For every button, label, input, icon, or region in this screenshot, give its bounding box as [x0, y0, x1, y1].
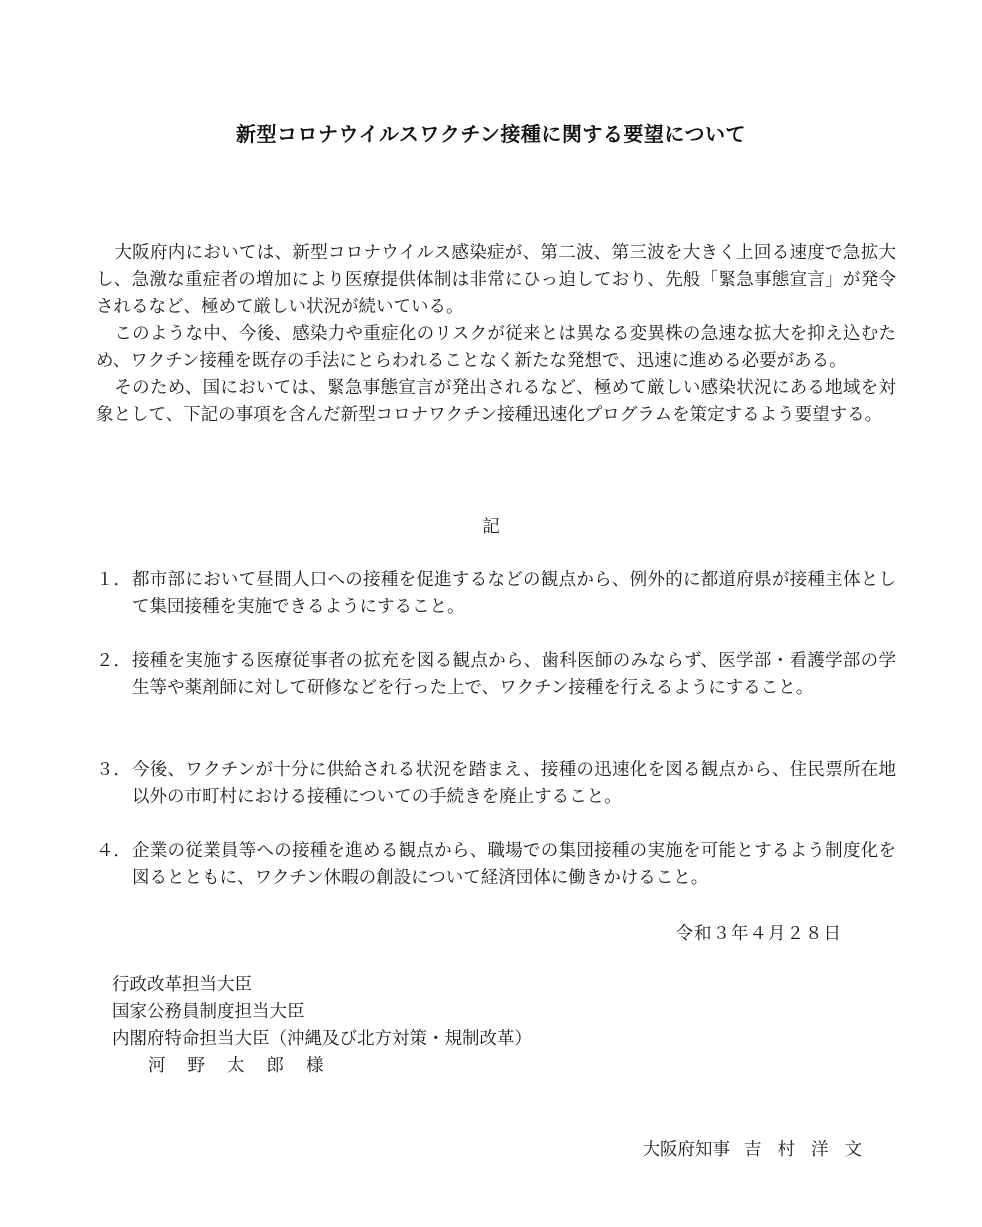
item-text: 都市部において昼間人口への接種を促進するなどの観点から、例外的に都道府県が接種主体として集団接種を実施できるようにすること。	[132, 570, 896, 617]
request-item-1	[96, 567, 896, 621]
recipient-name-line	[112, 1053, 712, 1080]
recipient-title-3: 内閣府特命担当大臣（沖縄及び北方対策・規制改革）	[112, 1029, 532, 1049]
body-paragraph-1: 大阪府内においては、新型コロナウイルス感染症が、第二波、第三波を大きく上回る速度で急拡大し、急激な重症者の増加により医療提供体制は非常にひっ迫しており、先般「緊急事態宣言」が発令されるなど、極めて厳しい状況が続いている。	[96, 243, 896, 317]
item-text: 接種を実施する医療従事者の拡充を図る観点から、歯科医師のみならず、医学部・看護学部の学生等や薬剤師に対して研修などを行った上で、ワクチン接種を行えるようにすること。	[132, 651, 896, 698]
recipient-title-1: 行政改革担当大臣	[112, 975, 252, 995]
sender-name: 吉村洋文	[744, 1140, 878, 1160]
body-paragraph-2: このような中、今後、感染力や重症化のリスクが従来とは異なる変異株の急速な拡大を抑え込むため、ワクチン接種を既存の手法にとらわれることなく新たな発想で、迅速に進める必要がある。	[96, 324, 896, 371]
ki-heading: 記	[482, 517, 500, 537]
sender-title: 大阪府知事	[642, 1140, 730, 1160]
request-item-2	[96, 648, 896, 702]
item-number: １．	[96, 570, 131, 590]
item-number: ２．	[96, 651, 131, 671]
body-paragraph-3: そのため、国においては、緊急事態宣言が発出されるなど、極めて厳しい感染状況にある地域を対象として、下記の事項を含んだ新型コロナワクチン接種迅速化プログラムを策定するよう要望する。	[96, 378, 896, 425]
item-number: ３．	[96, 760, 131, 780]
document-title: 新型コロナウイルスワクチン接種に関する要望について	[236, 122, 746, 146]
document-body	[96, 240, 896, 429]
item-number: ４．	[96, 841, 131, 861]
request-item-3	[96, 757, 896, 811]
recipient-honorific: 様	[306, 1056, 346, 1076]
item-text: 企業の従業員等への接種を進める観点から、職場での集団接種の実施を可能とするよう制度化を図るとともに、ワクチン休暇の創設について経済団体に働きかけること。	[132, 841, 896, 888]
sender-block	[0, 1136, 878, 1161]
recipient-block	[112, 972, 712, 1080]
request-item-4	[96, 838, 896, 892]
recipient-title-2: 国家公務員制度担当大臣	[112, 1002, 305, 1022]
document-date: 令和３年４月２８日	[675, 924, 842, 944]
item-text: 今後、ワクチンが十分に供給される状況を踏まえ、接種の迅速化を図る観点から、住民票所在地以外の市町村における接種についての手続きを廃止すること。	[132, 760, 896, 807]
recipient-name: 河野太郎	[148, 1056, 306, 1076]
